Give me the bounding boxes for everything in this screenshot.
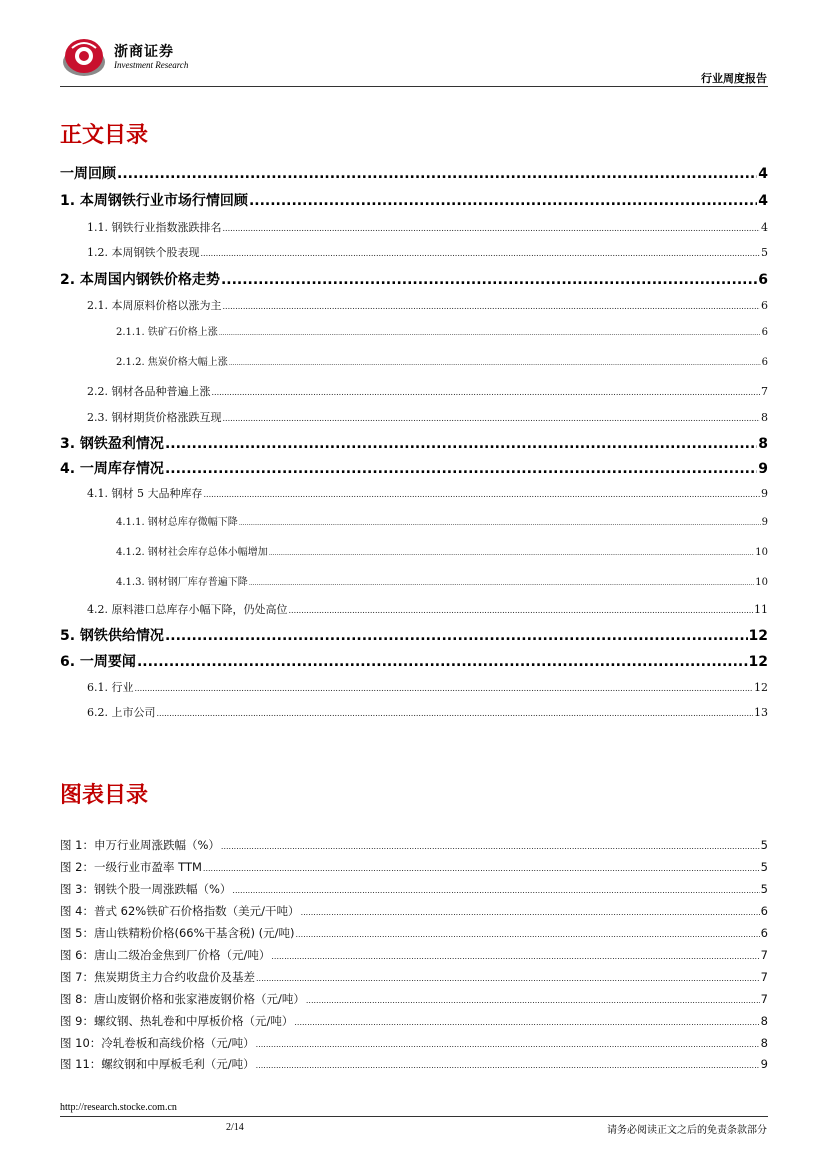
dot-leader [212,388,761,397]
figure-entry-label: 图 9：螺纹钢、热轧卷和中厚板价格（元/吨） [60,1014,294,1028]
figure-entry[interactable] [60,1056,768,1072]
toc-entry-page: 5 [761,246,768,259]
toc-entry-page: 9 [761,487,768,500]
figure-entry[interactable] [60,881,768,897]
toc-entry-label: 2.1. 本周原料价格以涨为主 [87,299,222,312]
toc-entry-page: 13 [754,706,768,719]
figures-title: 图表目录 [60,783,149,808]
dot-leader [219,330,761,337]
dot-leader [294,1018,759,1027]
toc-entry-page: 6 [758,272,768,288]
toc-entry-page: 10 [755,547,768,558]
dot-leader [223,224,761,233]
toc-entry[interactable] [116,353,768,368]
figure-entry[interactable] [60,925,768,941]
toc-entry-page: 7 [761,385,768,398]
toc-entry[interactable] [87,601,768,617]
toc-entry[interactable] [60,163,768,183]
toc-entry-label: 2.1.1. 铁矿石价格上涨 [116,327,218,338]
toc-entry-label: 4.1.3. 钢材钢厂库存普遍下降 [116,577,248,588]
toc-entry-label: 4.1.2. 钢材社会库存总体小幅增加 [116,547,268,558]
toc-entry-label: 4.1.1. 钢材总库存微幅下降 [116,517,238,528]
dot-leader [289,606,754,615]
toc-entry[interactable] [116,543,768,558]
toc-entry[interactable] [87,297,768,313]
toc-entry-page: 12 [748,628,768,644]
dot-leader [256,1061,760,1070]
toc-entry[interactable] [87,244,768,260]
toc-entry[interactable] [60,458,768,478]
figure-entry-label: 图 2：一级行业市盈率 TTM [60,860,202,874]
dot-leader [201,249,761,258]
figure-entry-page: 6 [760,904,768,918]
dot-leader [137,654,748,670]
toc-entry-page: 10 [755,577,768,588]
toc-entry[interactable] [87,485,768,501]
toc-entry[interactable] [60,625,768,645]
toc-entry[interactable] [116,323,768,338]
toc-entry[interactable] [60,190,768,210]
toc-entry-label: 2.3. 钢材期货价格涨跌互现 [87,411,222,424]
dot-leader [165,461,757,477]
toc-entry[interactable] [87,383,768,399]
toc-entry[interactable] [87,704,768,720]
toc-entry-page: 4 [758,166,768,182]
toc-entry-page: 11 [754,603,768,616]
header-divider [60,86,768,87]
toc-entry-page: 4 [761,221,768,234]
figure-entry[interactable] [60,903,768,919]
dot-leader [165,628,748,644]
toc-entry[interactable] [87,409,768,425]
figure-entry-page: 8 [760,1014,768,1028]
toc-entry[interactable] [116,513,768,528]
dot-leader [256,1040,760,1049]
toc-entry[interactable] [60,269,768,289]
figure-entry-page: 5 [760,860,768,874]
figure-entry[interactable] [60,1013,768,1029]
dot-leader [221,842,760,851]
figure-entry-page: 7 [760,992,768,1006]
figure-entry[interactable] [60,837,768,853]
company-name-cn: 浙商证券 [114,44,174,60]
figure-entry[interactable] [60,859,768,875]
toc-entry[interactable] [87,219,768,235]
figure-entry-label: 图 3：钢铁个股一周涨跌幅（%） [60,882,232,896]
figure-entry[interactable] [60,1035,768,1051]
page-number: 2/14 [226,1122,244,1133]
dot-leader [135,684,754,693]
dot-leader [271,952,759,961]
toc-entry-page: 9 [761,517,768,528]
toc-entry-label: 1.2. 本周钢铁个股表现 [87,246,200,259]
toc-entry-label: 6. 一周要闻 [60,654,136,670]
dot-leader [165,436,757,452]
toc-entry[interactable] [87,679,768,695]
dot-leader [306,996,760,1005]
toc-entry[interactable] [116,573,768,588]
dot-leader [221,272,757,288]
dot-leader [239,520,761,527]
toc-entry-label: 1. 本周钢铁行业市场行情回顾 [60,193,248,209]
figure-entry-label: 图 1：申万行业周涨跌幅（%） [60,838,220,852]
figure-entry-page: 9 [760,1057,768,1071]
toc-entry-label: 4.2. 原料港口总库存小幅下降，仍处高位 [87,603,288,616]
company-logo [62,36,222,80]
figure-entry[interactable] [60,991,768,1007]
toc-entry-page: 4 [758,193,768,209]
figure-entry-label: 图 8：唐山废钢价格和张家港废钢价格（元/吨） [60,992,305,1006]
figure-entry-page: 7 [760,948,768,962]
figure-entry[interactable] [60,947,768,963]
toc-entry-label: 5. 钢铁供给情况 [60,628,164,644]
toc-entry-page: 8 [758,436,768,452]
figure-entry-label: 图 6：唐山二级冶金焦到厂价格（元/吨） [60,948,271,962]
toc-entry-page: 12 [754,681,768,694]
toc-entry-label: 2.1.2. 焦炭价格大幅上涨 [116,357,228,368]
dot-leader [203,864,760,873]
toc-entry-page: 6 [761,357,768,368]
figure-entry-label: 图 10：冷轧卷板和高线价格（元/吨） [60,1036,255,1050]
dot-leader [117,166,757,182]
dot-leader [223,414,761,423]
toc-entry[interactable] [60,651,768,671]
dot-leader [249,193,757,209]
figure-entry-page: 5 [760,882,768,896]
toc-title: 正文目录 [60,123,149,148]
toc-entry[interactable] [60,433,768,453]
figure-entry-page: 6 [760,926,768,940]
toc-entry-page: 6 [761,327,768,338]
toc-entry-label: 一周回顾 [60,166,116,182]
toc-entry-label: 6.1. 行业 [87,681,134,694]
figure-entry-label: 图 5：唐山铁精粉价格(66%干基含税) (元/吨) [60,926,295,940]
figure-entry-label: 图 7：焦炭期货主力合约收盘价及基差 [60,970,255,984]
report-type: 行业周度报告 [701,72,767,85]
dot-leader [229,360,761,367]
figure-entry-label: 图 4：普式 62%铁矿石价格指数（美元/干吨） [60,904,300,918]
dot-leader [249,580,754,587]
toc-entry-label: 6.2. 上市公司 [87,706,156,719]
figure-entry-label: 图 11：螺纹钢和中厚板毛利（元/吨） [60,1057,255,1071]
dot-leader [203,490,760,499]
footer-divider [60,1116,768,1117]
dot-leader [296,930,760,939]
company-name-en: Investment Research [114,60,189,70]
toc-entry-page: 9 [758,461,768,477]
toc-entry-label: 1.1. 钢铁行业指数涨跌排名 [87,221,222,234]
footer-url[interactable]: http://research.stocke.com.cn [60,1102,177,1113]
footer-disclaimer: 请务必阅读正文之后的免责条款部分 [607,1125,767,1136]
figure-entry[interactable] [60,969,768,985]
dot-leader [232,886,759,895]
toc-entry-label: 4. 一周库存情况 [60,461,164,477]
logo-icon [62,36,108,80]
figure-entry-page: 8 [760,1036,768,1050]
dot-leader [223,302,761,311]
toc-entry-page: 6 [761,299,768,312]
dot-leader [256,974,760,983]
figure-entry-page: 7 [760,970,768,984]
dot-leader [157,709,754,718]
dot-leader [269,550,754,557]
toc-entry-label: 2. 本周国内钢铁价格走势 [60,272,220,288]
toc-entry-page: 12 [748,654,768,670]
dot-leader [301,908,760,917]
toc-entry-label: 4.1. 钢材 5 大品种库存 [87,487,203,500]
toc-entry-label: 2.2. 钢材各品种普遍上涨 [87,385,211,398]
figure-entry-page: 5 [760,838,768,852]
toc-entry-label: 3. 钢铁盈利情况 [60,436,164,452]
toc-entry-page: 8 [761,411,768,424]
